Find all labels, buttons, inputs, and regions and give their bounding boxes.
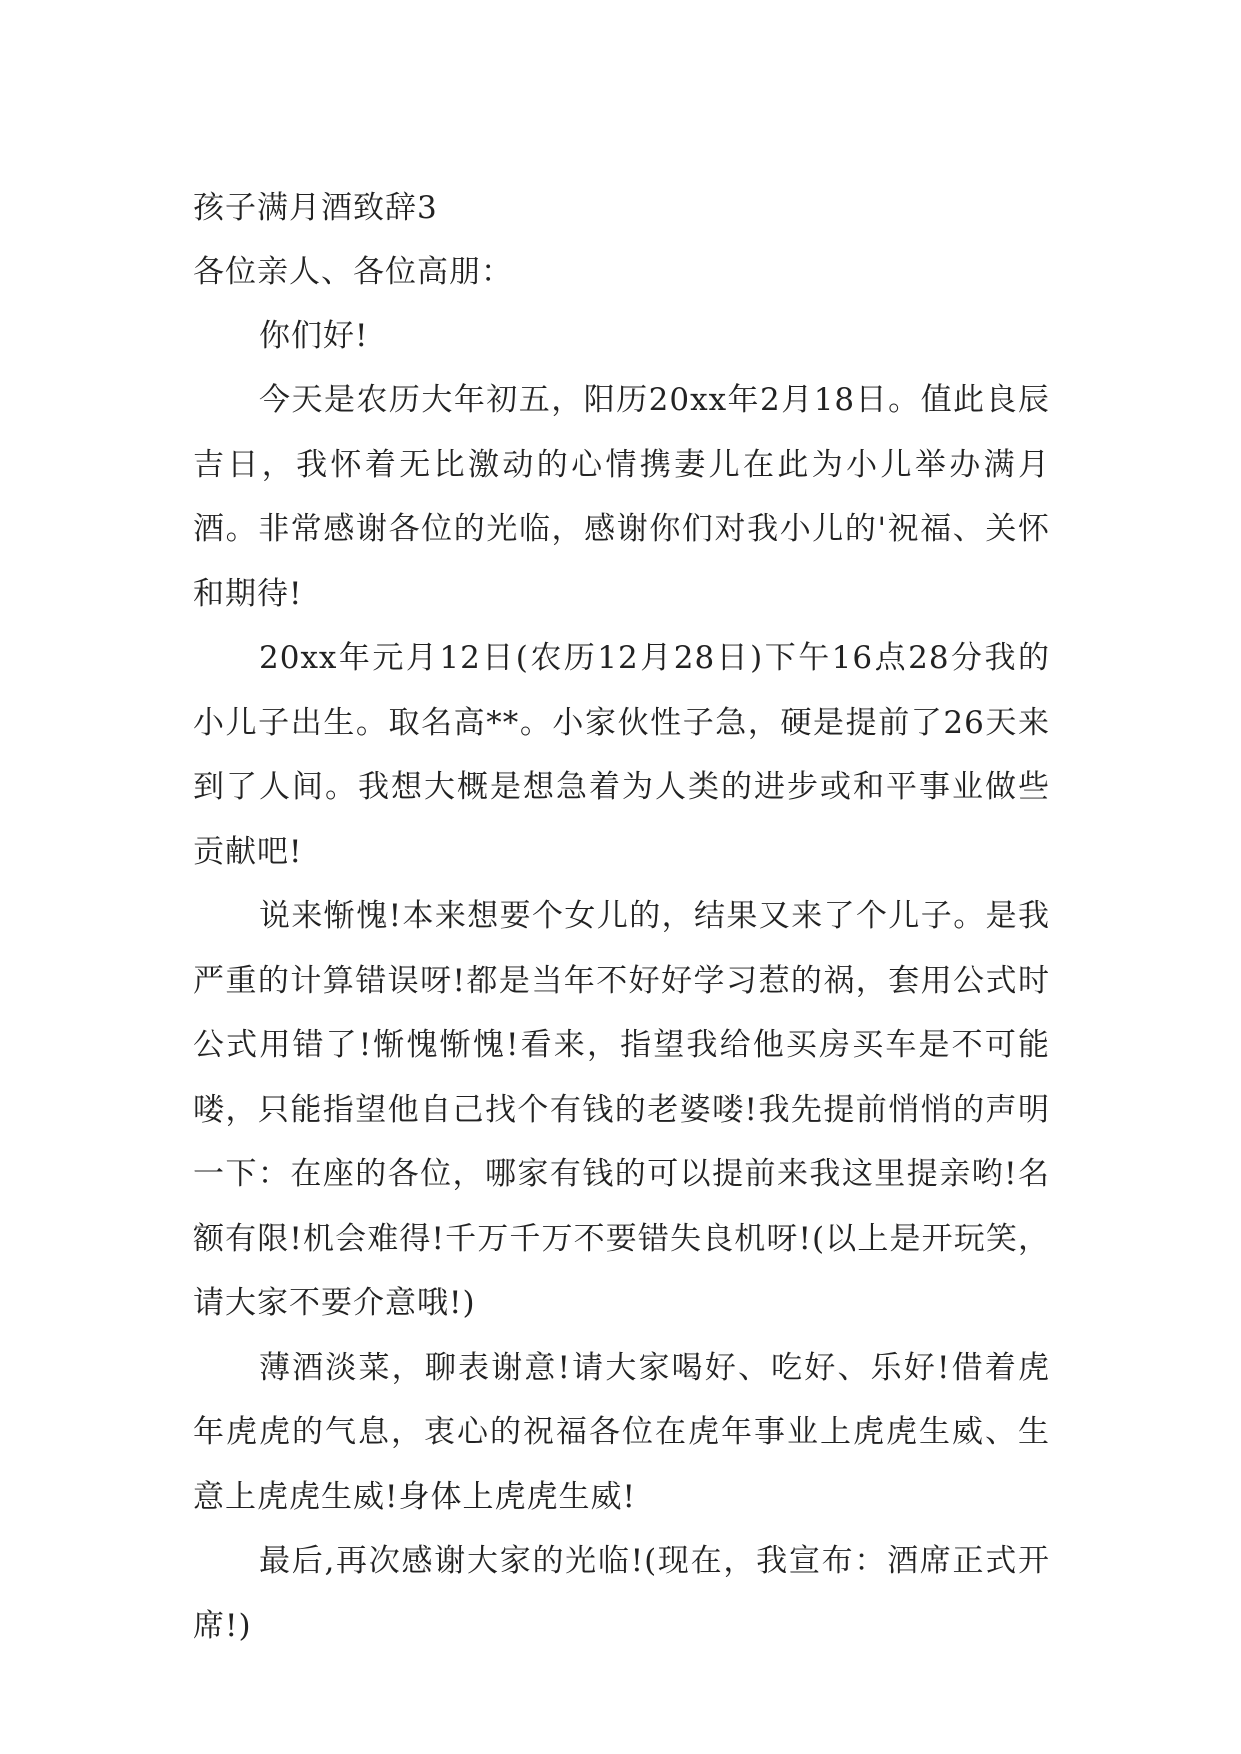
salutation: 各位亲人、各位高朋： — [193, 254, 513, 290]
paragraph-joke: 说来惭愧!本来想要个女儿的，结果又来了个儿子。是我严重的计算错误呀!都是当年不好好学习惹的祸，套用公式时公式用错了!惭愧惭愧!看来，指望我给他买房买车是不可能喽，只能指望他自己找个有钱的老婆喽!我先提前悄悄的声明一下：在座的各位，哪家有钱的可以提前来我这里提亲哟!名额有限!机会难得!千万千万不要错失良机呀!(以上是开玩笑，请大家不要介意哦!) — [193, 898, 1050, 1321]
document-title: 孩子满月酒致辞3 — [193, 190, 438, 226]
paragraph-birth: 20xx年元月12日(农历12月28日)下午16点28分我的小儿子出生。取名高**。小家伙性子急，硬是提前了26天来到了人间。我想大概是想急着为人类的进步或和平事业做些贡献吧! — [193, 640, 1050, 870]
paragraph-closing: 最后,再次感谢大家的光临!(现在，我宣布：酒席正式开席!) — [193, 1543, 1050, 1644]
greeting: 你们好! — [259, 318, 369, 354]
paragraph-date: 今天是农历大年初五，阳历20xx年2月18日。值此良辰吉日，我怀着无比激动的心情携妻儿在此为小儿举办满月酒。非常感谢各位的光临，感谢你们对我小儿的'祝福、关怀和期待! — [193, 382, 1050, 612]
paragraph-toast: 薄酒淡菜，聊表谢意!请大家喝好、吃好、乐好!借着虎年虎虎的气息，衷心的祝福各位在虎年事业上虎虎生威、生意上虎虎生威!身体上虎虎生威! — [193, 1349, 1050, 1515]
document-page — [193, 176, 1050, 1658]
